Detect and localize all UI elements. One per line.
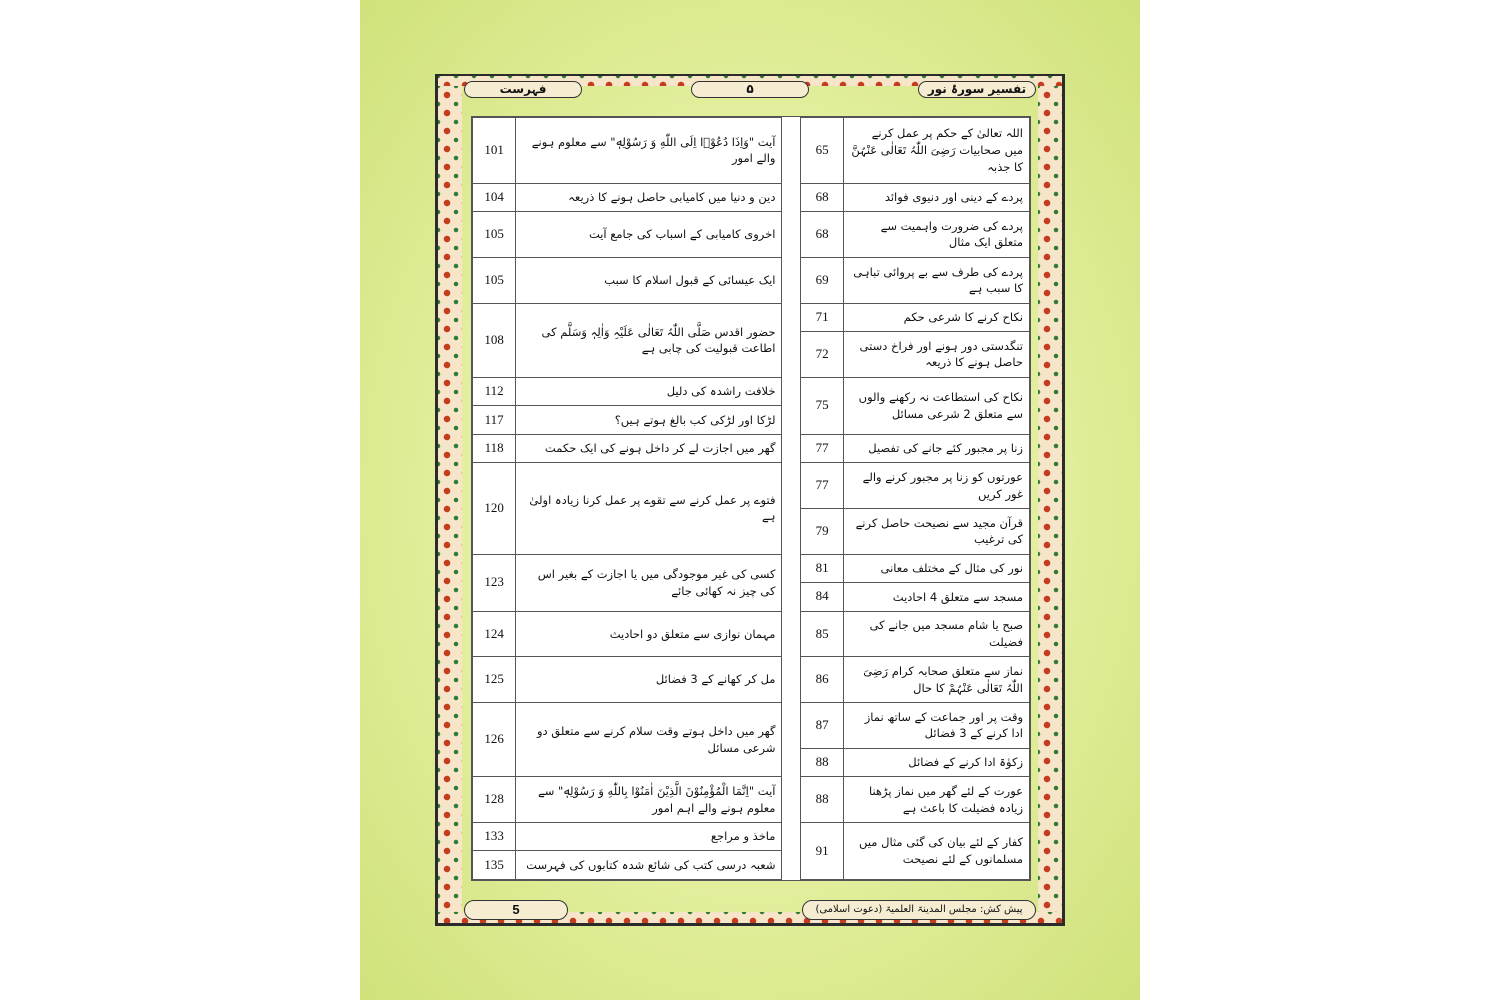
entry-page: 104 xyxy=(473,183,516,211)
entry-title: گھر میں اجازت لے کر داخل ہونے کی ایک حکمت xyxy=(516,434,782,462)
entry-title: اخروی کامیابی کے اسباب کی جامع آیت xyxy=(516,212,782,258)
entry-title: پردے کے دینی اور دنیوی فوائد xyxy=(844,183,1030,211)
table-row xyxy=(473,554,1030,582)
entry-page: 88 xyxy=(801,777,844,823)
ornamental-border-right xyxy=(1038,86,1062,912)
entry-page: 77 xyxy=(801,434,844,462)
entry-title: ایک عیسائی کے قبول اسلام کا سبب xyxy=(516,257,782,303)
entry-title: نکاح کی استطاعت نہ رکھنے والوں سے متعلق 2 شرعی مسائل xyxy=(844,377,1030,434)
entry-title: آیت "وَاِذَا دُعُوْۤا اِلَى اللّٰهِ وَ رَسُوْلِهٖ" سے معلوم ہونے والے امور xyxy=(516,118,782,184)
entry-page: 75 xyxy=(801,377,844,434)
table-row xyxy=(473,463,1030,509)
publisher-credit: پیش کش: مجلس المدینۃ العلمیۃ (دعوت اسلامی) xyxy=(802,900,1036,920)
entry-page: 68 xyxy=(801,183,844,211)
entry-title: زکوٰۃ ادا کرنے کے فضائل xyxy=(844,748,1030,776)
entry-title: فتوے پر عمل کرنے سے تقوے پر عمل کرنا زیادہ اولیٰ ہے xyxy=(516,463,782,555)
entry-title: نور کی مثال کے مختلف معانی xyxy=(844,554,1030,582)
entry-title: پردے کی ضرورت واہمیت سے متعلق ایک مثال xyxy=(844,212,1030,258)
entry-page: 91 xyxy=(801,823,844,880)
entry-title: دین و دنیا میں کامیابی حاصل ہونے کا ذریعہ xyxy=(516,183,782,211)
entry-title: پردے کی طرف سے بے پروائی تباہی کا سبب ہے xyxy=(844,257,1030,303)
entry-page: 86 xyxy=(801,657,844,703)
section-title: فہرست xyxy=(464,81,582,98)
entry-page: 72 xyxy=(801,332,844,378)
header-page-number: ۵ xyxy=(691,81,809,98)
entry-title: کفار کے لئے بیان کی گئی مثال میں مسلمانوں کے لئے نصیحت xyxy=(844,823,1030,880)
entry-title: شعبہ درسی کتب کی شائع شدہ کتابوں کی فہرست xyxy=(516,851,782,880)
entry-title: مہمان نوازی سے متعلق دو احادیث xyxy=(516,611,782,657)
entry-page: 133 xyxy=(473,823,516,851)
table-row xyxy=(473,823,1030,851)
entry-page: 71 xyxy=(801,303,844,331)
entry-page: 68 xyxy=(801,212,844,258)
entry-title: تنگدستی دور ہونے اور فراخ دستی حاصل ہونے کا ذریعہ xyxy=(844,332,1030,378)
entry-page: 87 xyxy=(801,703,844,749)
column-divider xyxy=(782,118,801,880)
entry-page: 135 xyxy=(473,851,516,880)
entry-title: عورت کے لئے گھر میں نماز پڑھنا زیادہ فضیلت کا باعث ہے xyxy=(844,777,1030,823)
entry-page: 65 xyxy=(801,118,844,184)
table-row xyxy=(473,257,1030,303)
entry-title: ماخذ و مراجع xyxy=(516,823,782,851)
entry-page: 108 xyxy=(473,303,516,377)
entry-title: اللہ تعالیٰ کے حکم پر عمل کرنے میں صحابیات رَضِیَ اللّٰہُ تَعَالٰی عَنْہُنَّ کا جذبہ xyxy=(844,118,1030,184)
entry-page: 117 xyxy=(473,406,516,434)
table-row xyxy=(473,183,1030,211)
entry-page: 118 xyxy=(473,434,516,462)
book-title: تفسیر سورۂ نور xyxy=(918,81,1036,98)
entry-page: 105 xyxy=(473,212,516,258)
entry-page: 81 xyxy=(801,554,844,582)
entry-title: لڑکا اور لڑکی کب بالغ ہوتے ہیں؟ xyxy=(516,406,782,434)
document-page xyxy=(360,0,1140,1000)
table-row xyxy=(473,703,1030,749)
table-row xyxy=(473,212,1030,258)
entry-page: 77 xyxy=(801,463,844,509)
entry-title: مل کر کھانے کے 3 فضائل xyxy=(516,657,782,703)
entry-title: صبح یا شام مسجد میں جانے کی فضیلت xyxy=(844,611,1030,657)
table-of-contents xyxy=(471,116,1031,881)
entry-title: نکاح کرنے کا شرعی حکم xyxy=(844,303,1030,331)
table-row xyxy=(473,611,1030,657)
entry-page: 123 xyxy=(473,554,516,611)
entry-page: 85 xyxy=(801,611,844,657)
entry-page: 101 xyxy=(473,118,516,184)
entry-title: عورتوں کو زنا پر مجبور کرنے والے غور کریں xyxy=(844,463,1030,509)
table-row xyxy=(473,377,1030,405)
entry-page: 126 xyxy=(473,703,516,777)
table-row xyxy=(473,657,1030,703)
ornamental-border-left xyxy=(438,86,462,912)
entry-page: 79 xyxy=(801,508,844,554)
entry-page: 128 xyxy=(473,777,516,823)
entry-title: گھر میں داخل ہوتے وقت سلام کرنے سے متعلق دو شرعی مسائل xyxy=(516,703,782,777)
entry-title: خلافت راشدہ کی دلیل xyxy=(516,377,782,405)
entry-title: قرآن مجید سے نصیحت حاصل کرنے کی ترغیب xyxy=(844,508,1030,554)
entry-page: 84 xyxy=(801,583,844,611)
entry-page: 125 xyxy=(473,657,516,703)
entry-page: 105 xyxy=(473,257,516,303)
entry-title: آیت "اِنَّمَا الْمُؤْمِنُوْنَ الَّذِیْنَ اٰمَنُوْا بِاللّٰهِ وَ رَسُوْلِهٖ" سے معلوم ہونے والے اہم امور xyxy=(516,777,782,823)
page-footer xyxy=(464,899,1036,921)
footer-page-number: 5 xyxy=(464,900,568,920)
entry-title: نماز سے متعلق صحابہ کرام رَضِیَ اللّٰہُ تَعَالٰی عَنْہُمْ کا حال xyxy=(844,657,1030,703)
table-row xyxy=(473,303,1030,331)
entry-page: 120 xyxy=(473,463,516,555)
contents-table xyxy=(472,117,1030,880)
entry-page: 88 xyxy=(801,748,844,776)
entry-page: 112 xyxy=(473,377,516,405)
entry-page: 69 xyxy=(801,257,844,303)
entry-page: 124 xyxy=(473,611,516,657)
entry-title: حضور اقدس صَلَّی اللّٰہُ تَعَالٰی عَلَیْہِ وَاٰلِہٖ وَسَلَّم کی اطاعت قبولیت کی چابی ہے xyxy=(516,303,782,377)
entry-title: وقت پر اور جماعت کے ساتھ نماز ادا کرنے کے 3 فضائل xyxy=(844,703,1030,749)
entry-title: مسجد سے متعلق 4 احادیث xyxy=(844,583,1030,611)
table-row xyxy=(473,434,1030,462)
entry-title: زنا پر مجبور کئے جانے کی تفصیل xyxy=(844,434,1030,462)
entry-title: کسی کی غیر موجودگی میں یا اجازت کے بغیر اس کی چیز نہ کھائی جائے xyxy=(516,554,782,611)
page-header xyxy=(464,80,1036,98)
